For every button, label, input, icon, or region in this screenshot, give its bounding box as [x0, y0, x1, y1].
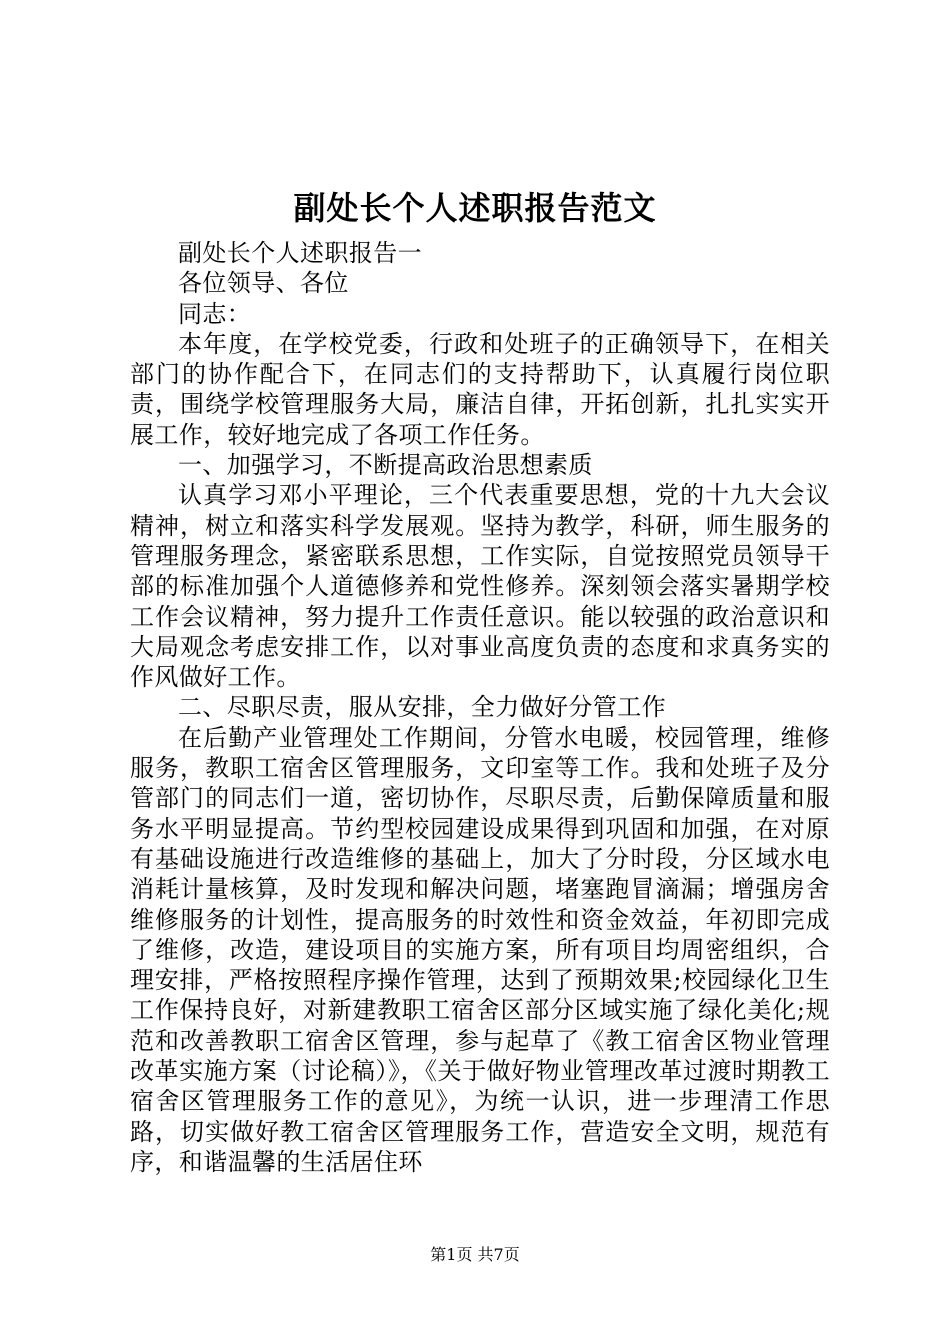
section-heading: 副处长个人述职报告一	[178, 239, 422, 267]
section-heading: 二、尽职尽责，服从安排，全力做好分管工作	[178, 693, 666, 722]
document-title: 副处长个人述职报告范文	[293, 189, 657, 227]
body-paragraph: 认真学习邓小平理论，三个代表重要思想，党的十九大会议精神，树立和落实科学发展观。坚持为教学，科研，师生服务的管理服务理念，紧密联系思想，工作实际，自觉按照党员领导干部的标准加强个人道德修养和党性修养。深刻领会落实暑期学校工作会议精神，努力提升工作责任意识。能以较强的政治意识和大局观念考虑安排工作，以对事业高度负责的态度和求真务实的作风做好工作。	[130, 481, 830, 692]
body-paragraph: 在后勤产业管理处工作期间，分管水电暖，校园管理，维修服务，教职工宿舍区管理服务，文印室等工作。我和处班子及分管部门的同志们一道，密切协作，尽职尽责，后勤保障质量和服务水平明显提高。节约型校园建设成果得到巩固和加强，在对原有基础设施进行改造维修的基础上，加大了分时段，分区域水电消耗计量核算，及时发现和解决问题，堵塞跑冒滴漏；增强房舍维修服务的计划性，提高服务的时效性和资金效益，年初即完成了维修，改造，建设项目的实施方案，所有项目均周密组织，合理安排，严格按照程序操作管理，达到了预期效果;校园绿化卫生工作保持良好，对新建教职工宿舍区部分区域实施了绿化美化;规范和改善教职工宿舍区管理，参与起草了《教工宿舍区物业管理改革实施方案（讨论稿）》，《关于做好物业管理改革过渡时期教工宿舍区管理服务工作的意见》，为统一认识，进一步理清工作思路，切实做好教工宿舍区管理服务工作，营造安全文明，规范有序，和谐温馨的生活居住环	[130, 723, 830, 1176]
salutation-line: 同志：	[178, 299, 252, 328]
body-paragraph: 本年度，在学校党委，行政和处班子的正确领导下，在相关部门的协作配合下，在同志们的支持帮助下，认真履行岗位职责，围绕学校管理服务大局，廉洁自律，开拓创新，扎扎实实开展工作，较好地完成了各项工作任务。	[130, 329, 830, 449]
page-number-footer: 第1页 共7页	[430, 1245, 520, 1264]
document-body	[130, 238, 830, 1177]
salutation-line: 各位领导、各位	[178, 269, 349, 298]
section-heading: 一、加强学习，不断提高政治思想素质	[178, 451, 593, 480]
